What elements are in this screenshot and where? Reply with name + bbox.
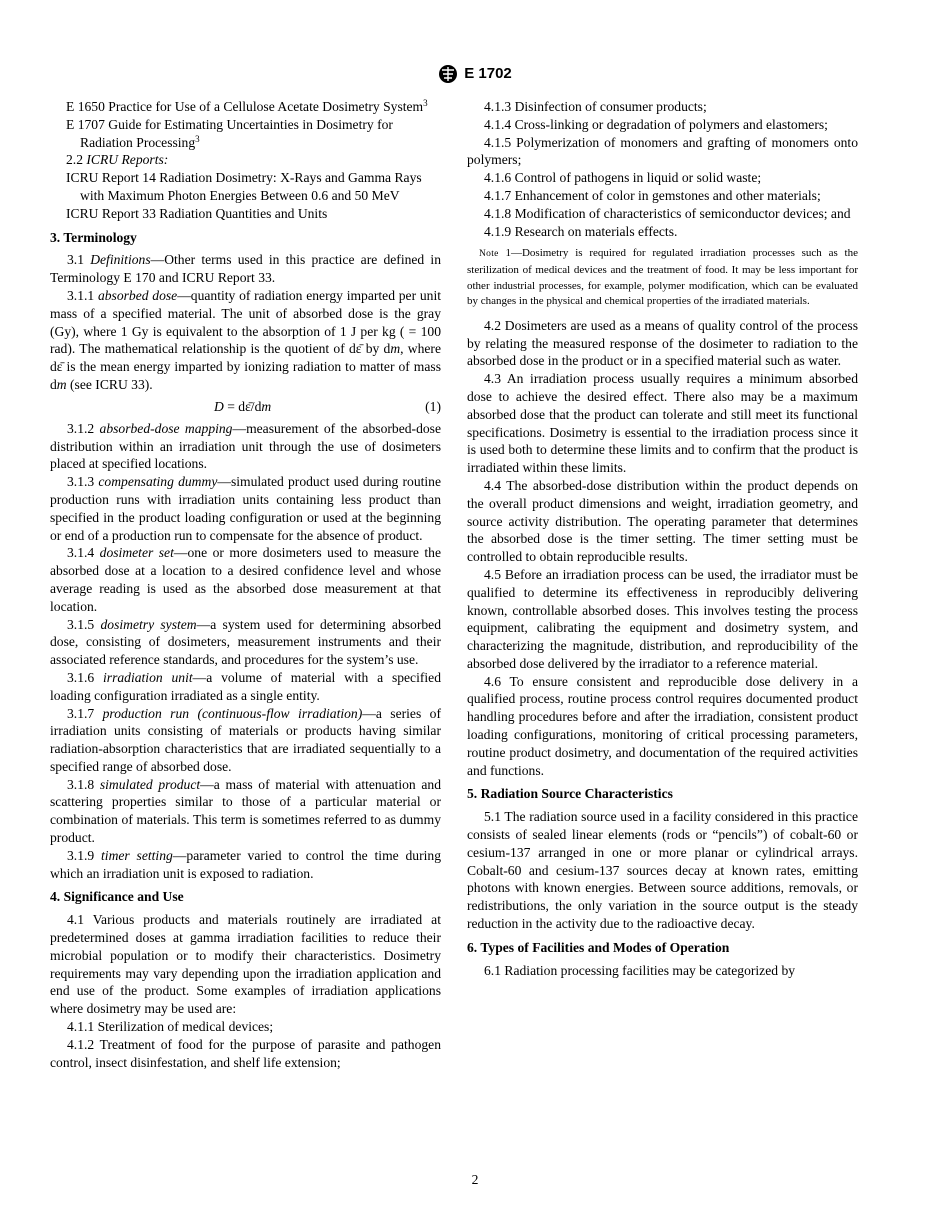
para-4-1-8: 4.1.8 Modification of characteristics of semiconductor devices; and <box>484 205 851 221</box>
para-3-1-2: 3.1.2 absorbed-dose mapping—measurement of the absorbed-dose distribution within an irradiation unit through the use of dosimeters placed at specified locations. <box>50 420 441 472</box>
para-3-1-6: 3.1.6 irradiation unit—a volume of material with a specified loading configuration irradiated as a single entity. <box>50 669 442 703</box>
reference-icru33: ICRU Report 33 Radiation Quantities and Units <box>66 205 328 221</box>
para-3-1-9: 3.1.9 timer setting—parameter varied to control the time during which an irradiation unit is exposed to radiation. <box>50 847 441 881</box>
reference-icru14: ICRU Report 14 Radiation Dosimetry: X-Rays and Gamma Rays with Maximum Photon Energies Between 0.6 and 50 MeV <box>66 170 422 203</box>
designation: E 1702 <box>464 64 512 82</box>
page-number: 2 <box>471 1172 479 1187</box>
para-3-1: 3.1 Definitions—Other terms used in this practice are defined in Terminology E 170 and ICRU Report 33. <box>50 252 441 286</box>
para-3-1-8: 3.1.8 simulated product—a mass of material with attenuation and scattering properties similar to those of a particular material or combination of materials. This term is sometimes referred to as dummy product. <box>50 776 441 846</box>
para-4-2: 4.2 Dosimeters are used as a means of quality control of the process by relating the measured response of the dosimeter to radiation to the absorbed dose in the product or in a specified material such as water. <box>467 317 858 369</box>
para-4-1: 4.1 Various products and materials routinely are irradiated at predetermined doses at gamma irradiation facilities to reduce their microbial population or to modify their characteristics. Dosimetry requirements may vary depending upon the irradiation application and end use of the product. Some examples of irradiation applications where dosimetry may be used are: <box>50 912 441 1017</box>
para-4-4: 4.4 The absorbed-dose distribution within the product depends on the overall product dimensions and weight, irradiation geometry, and source activity distribution. The operating parameter that determines the absorbed dose is the timer setting. The timer setting must be controlled to obtain reproducible results. <box>467 477 858 565</box>
para-4-6: 4.6 To ensure consistent and reproducible dose delivery in a qualified process, routine process control requires documented product handling procedures before and after the irradiation, consistent product loading configurations, monitoring of critical processing parameters, routine product dosimetry, and documentation of the required activities and functions. <box>467 673 858 778</box>
section-heading-4: 4. Significance and Use <box>50 889 184 905</box>
equation-1: D = dε̄/dm (1) <box>214 398 441 414</box>
para-3-1-3: 3.1.3 compensating dummy—simulated product used during routine production runs with irradiation units containing less product than specified in the product loading configuration or used at the beginning or end of a production run to compensate for the absence of product. <box>50 474 442 543</box>
para-3-1-1: 3.1.1 absorbed dose—quantity of radiation energy imparted per unit mass of a specified material. The unit of absorbed dose is the gray (Gy), where 1 Gy is equivalent to the absorption of 1 J per kg ( = 100 rad). The mathematical relationship is the quotient of dε̄ by dm, where dε̄ is the mean energy imparted by ionizing radiation to matter of mass dm (see ICRU 33). <box>50 287 441 392</box>
section-heading-3: 3. Terminology <box>50 229 137 245</box>
para-4-1-2: 4.1.2 Treatment of food for the purpose of parasite and pathogen control, insect disinfestation, and shelf life extension; <box>50 1036 441 1070</box>
para-3-1-5: 3.1.5 dosimetry system—a system used for determining absorbed dose, consisting of dosimeters, measurement instruments and their associated reference standards, and procedures for the system’s use. <box>50 616 441 668</box>
para-4-1-7: 4.1.7 Enhancement of color in gemstones and other materials; <box>484 187 821 203</box>
para-4-1-5: 4.1.5 Polymerization of monomers and grafting of monomers onto polymers; <box>467 134 858 168</box>
para-4-1-3: 4.1.3 Disinfection of consumer products; <box>484 99 707 114</box>
para-4-1-9: 4.1.9 Research on materials effects. <box>484 223 678 239</box>
right-column <box>467 98 858 979</box>
para-4-1-1: 4.1.1 Sterilization of medical devices; <box>67 1019 274 1035</box>
para-3-1-7: 3.1.7 production run (continuous-flow irradiation)—a series of irradiation units consisting of materials or products having similar radiation-absorption characteristics that are irradiated sequentially to a specified range of absorbed dose. <box>50 705 441 774</box>
para-4-3: 4.3 An irradiation process usually requires a minimum absorbed dose to achieve the desired effect. There also may be a maximum absorbed dose that the product can tolerate and still meet its functional specifications. Dosimetry is essential to the irradiation process since it is used both to determine these limits and to confirm that the product is irradiated within these limits. <box>467 371 858 476</box>
para-4-1-6: 4.1.6 Control of pathogens in liquid or solid waste; <box>484 170 762 186</box>
reference-e1707: E 1707 Guide for Estimating Uncertainties in Dosimetry for Radiation Processing$^3$ <box>66 116 393 150</box>
left-column <box>50 98 441 1071</box>
para-4-5: 4.5 Before an irradiation process can be used, the irradiator must be qualified to determine its effectiveness in reproducibly delivering known, controllable absorbed doses. This involves testing the process equipment, calibrating the equipment and dosimetry system, and characterizing the magnitude, distribution, and reproducibility of the absorbed dose delivered by the irradiator to a reference material. <box>467 566 858 671</box>
reference-e1650: E 1650 Practice for Use of a Cellulose Acetate Dosimetry System$^3$ <box>66 98 428 114</box>
section-heading-5: 5. Radiation Source Characteristics <box>467 786 673 802</box>
para-4-1-4: 4.1.4 Cross-linking or degradation of polymers and elastomers; <box>484 116 828 132</box>
note-1: Note 1—Dosimetry is required for regulated irradiation processes such as the sterilization of medical devices and the treatment of food. It may be less important for other industrial processes, for example, polymer modification, which can be evaluated by changes in the physical and chemical properties of the irradiated materials. <box>467 247 858 308</box>
astm-logo <box>438 64 458 84</box>
section-2-2: 2.2 ICRU Reports: <box>66 152 169 168</box>
para-6-1: 6.1 Radiation processing facilities may be categorized by <box>484 962 796 978</box>
para-5-1: 5.1 The radiation source used in a facility considered in this practice consists of sealed linear elements (rods or “pencils”) of cobalt-60 or cesium-137 arranged in one or more planar or cylindrical arrays. Cobalt-60 and cesium-137 sources decay at known rates, emitting photons with known energies. Between source additions, removals, or redistributions, the only variation in the source output is the steady reduction in the activity due to the radioactive decay. <box>467 809 858 932</box>
page-header <box>0 64 950 84</box>
para-3-1-4: 3.1.4 dosimeter set—one or more dosimeters used to measure the absorbed dose at a location to a desired confidence level and whose average reading is used as the absorbed dose measurement at that location. <box>50 545 441 614</box>
section-heading-6: 6. Types of Facilities and Modes of Operation <box>467 939 730 955</box>
